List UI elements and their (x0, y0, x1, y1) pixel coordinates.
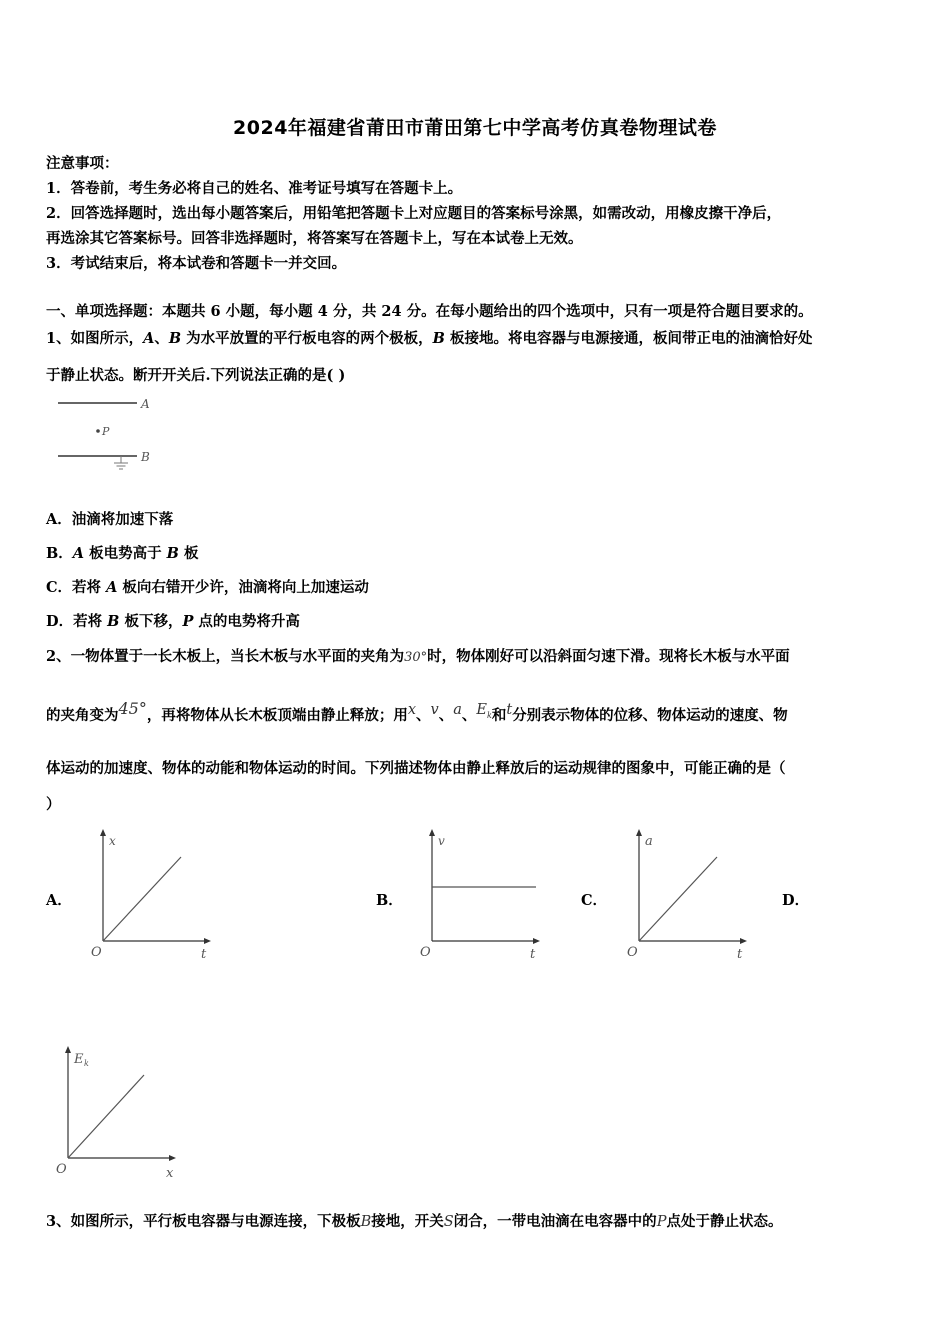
plate-b-label: B (141, 450, 150, 464)
q1-option-a: A．油滴将加速下落 (46, 511, 174, 528)
capacitor-figure (52, 392, 162, 477)
graph-b-x-label: t (530, 947, 536, 962)
page-title: 2024年福建省莆田市莆田第七中学高考仿真卷物理试卷 (233, 117, 717, 139)
graph-c (621, 825, 756, 965)
q2-option-a-label: A． (46, 892, 72, 909)
graph-b (414, 825, 549, 965)
question-2-text-line4: ） (46, 796, 61, 813)
question-1-text: 1、如图所示，A、B 为水平放置的平行板电容的两个极板，B 板接地。将电容器与电源接通，板间带正电的油滴恰好处 (46, 330, 813, 347)
q2-option-d-label: D． (782, 892, 810, 909)
q1-option-b: B．A 板电势高于 B 板 (46, 545, 199, 562)
graph-a-x-label: t (201, 947, 207, 962)
graph-d-x-label: x (166, 1166, 174, 1181)
graph-b-y-label: v (438, 834, 445, 848)
graph-a-line (103, 857, 181, 941)
point-p-label: P (102, 425, 110, 438)
question-3-text: 3、如图所示，平行板电容器与电源连接，下极板B接地，开关S闭合，一带电油滴在电容器中的P点处于静止状态。 (46, 1213, 783, 1230)
q1-option-c: C．若将 A 板向右错开少许，油滴将向上加速运动 (46, 579, 369, 596)
q2-option-b-label: B． (376, 892, 403, 909)
graph-c-x-label: t (737, 947, 743, 962)
graph-c-origin: O (627, 945, 638, 960)
graph-d-line (68, 1075, 144, 1158)
notice-item: 再选涂其它答案标号。回答非选择题时，将答案写在答题卡上，写在本试卷上无效。 (46, 230, 583, 247)
graph-c-y-label: a (645, 834, 653, 849)
question-1-text-line2: 于静止状态。断开开关后.下列说法正确的是( ) (46, 367, 346, 384)
graph-d (50, 1042, 185, 1184)
graph-c-line (639, 857, 717, 941)
graph-d-y-label: E (74, 1052, 84, 1067)
section-heading: 一、单项选择题：本题共 6 小题，每小题 4 分，共 24 分。在每小题给出的四个选项中，只有一项是符合题目要求的。 (46, 303, 813, 320)
graph-d-y-sub: k (84, 1059, 89, 1068)
graph-b-origin: O (420, 945, 431, 960)
q2-option-c-label: C． (581, 892, 608, 909)
question-2-text: 2、一物体置于一长木板上，当长木板与水平面的夹角为30°时，物体刚好可以沿斜面匀速下滑。现将长木板与水平面 (46, 648, 790, 665)
question-2-text-line3: 体运动的加速度、物体的动能和物体运动的时间。下列描述物体由静止释放后的运动规律的图象中，可能正确的是（ (46, 760, 786, 777)
plate-a-label: A (141, 397, 150, 411)
q1-option-d: D．若将 B 板下移，P 点的电势将升高 (46, 613, 300, 630)
graph-a-y-label: x (109, 834, 116, 848)
graph-a (85, 825, 220, 965)
notice-heading: 注意事项： (46, 155, 119, 172)
notice-item: 2．回答选择题时，选出每小题答案后，用铅笔把答题卡上对应题目的答案标号涂黑，如需改动，用橡皮擦干净后， (46, 205, 782, 222)
notice-item: 3．考试结束后，将本试卷和答题卡一并交回。 (46, 255, 347, 272)
graph-a-origin: O (91, 945, 102, 960)
notice-item: 1．答卷前，考生务必将自己的姓名、准考证号填写在答题卡上。 (46, 180, 463, 197)
graph-d-origin: O (56, 1162, 67, 1177)
question-2-text-line2: 的夹角变为45°，再将物体从长木板顶端由静止释放；用x、v、a、$E_k$和t分别表示物体的位移、物体运动的速度、物 (46, 699, 788, 724)
